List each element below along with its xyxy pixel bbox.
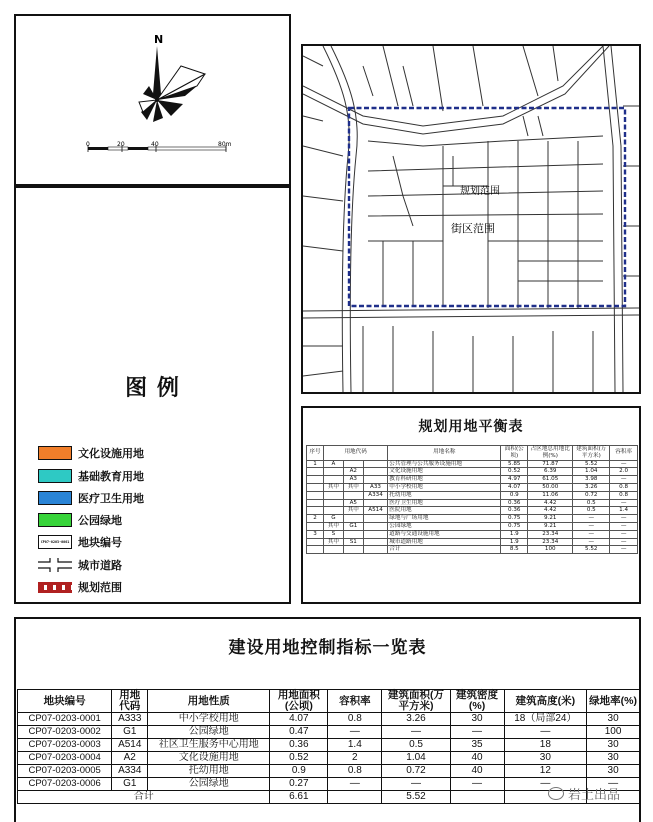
control-cell: G1	[112, 778, 148, 791]
balance-row	[307, 538, 638, 546]
balance-cell-c3	[363, 468, 388, 476]
balance-cell-name: 托幼用地	[388, 491, 501, 499]
legend-label: 地块编号	[78, 536, 122, 549]
control-cell: 2	[328, 752, 382, 765]
balance-cell-far: 2.0	[610, 468, 638, 476]
control-cell: CP07-0203-0001	[18, 713, 112, 726]
control-row	[18, 765, 640, 778]
balance-cell-area: 1.9	[501, 538, 528, 546]
control-cell: A334	[112, 765, 148, 778]
balance-cell-far: —	[610, 499, 638, 507]
control-cell: CP07-0203-0006	[18, 778, 112, 791]
balance-cell-c3: A334	[363, 491, 388, 499]
control-cell: A2	[112, 752, 148, 765]
north-label: N	[154, 33, 164, 46]
balance-cell-name: 医院用地	[388, 507, 501, 515]
control-cell: 40	[450, 765, 504, 778]
scale-tick-20: 20	[117, 141, 125, 148]
control-cell: CP07-0203-0004	[18, 752, 112, 765]
balance-cell-ratio: 11.06	[528, 491, 573, 499]
balance-cell-seq	[307, 522, 324, 530]
control-cell: 30	[504, 752, 587, 765]
ctrl-total-floor: 5.52	[382, 791, 450, 804]
control-cell: —	[382, 778, 450, 791]
legend-item-culture	[38, 444, 144, 462]
balance-cell-floor: —	[573, 515, 610, 523]
balance-cell-floor: 0.72	[573, 491, 610, 499]
balance-cell-c2	[343, 460, 363, 468]
legend-item-parcel-id	[38, 533, 122, 551]
control-cell: 社区卫生服务中心用地	[148, 739, 270, 752]
balance-cell-c3	[363, 530, 388, 538]
control-cell: —	[382, 726, 450, 739]
balance-cell-area: 0.36	[501, 499, 528, 507]
balance-cell-c2: A5	[343, 499, 363, 507]
balance-cell-name: 城市道路用地	[388, 538, 501, 546]
balance-cell-c1	[324, 491, 344, 499]
bal-header-seq: 序号	[307, 446, 324, 461]
legend-item-road	[38, 556, 122, 574]
control-row	[18, 739, 640, 752]
land-balance-panel	[301, 406, 641, 604]
control-cell: 30	[587, 752, 640, 765]
balance-cell-area: 5.85	[501, 460, 528, 468]
balance-cell-seq	[307, 476, 324, 484]
medical-swatch	[38, 491, 72, 505]
legend-item-park	[38, 511, 122, 529]
ctrl-header-density: 建筑密度(%)	[450, 690, 504, 713]
balance-cell-area: 0.36	[501, 507, 528, 515]
balance-cell-floor: 0.5	[573, 499, 610, 507]
balance-cell-floor: 0.5	[573, 507, 610, 515]
balance-cell-c2	[343, 491, 363, 499]
ctrl-header-height: 建筑高度(米)	[504, 690, 587, 713]
legend-label: 基础教育用地	[78, 470, 144, 483]
balance-cell-floor: 5.52	[573, 460, 610, 468]
control-cell: 18（局部24）	[504, 713, 587, 726]
balance-cell-ratio: 9.21	[528, 515, 573, 523]
control-cell: 0.5	[382, 739, 450, 752]
control-cell: A333	[112, 713, 148, 726]
control-panel	[14, 617, 641, 822]
bal-header-ratio: 占区地总用地比例(%)	[528, 446, 573, 461]
balance-cell-floor: 3.26	[573, 483, 610, 491]
control-cell: 30	[450, 713, 504, 726]
balance-cell-ratio: 4.42	[528, 507, 573, 515]
balance-cell-far: —	[610, 476, 638, 484]
balance-cell-far: —	[610, 522, 638, 530]
ctrl-total-label: 合计	[18, 791, 270, 804]
balance-row	[307, 468, 638, 476]
street-range-label: 街区范围	[451, 222, 495, 235]
legend-label: 城市道路	[78, 559, 122, 572]
control-cell: 中小学校用地	[148, 713, 270, 726]
watermark	[548, 784, 620, 803]
balance-cell-ratio: 9.21	[528, 522, 573, 530]
balance-cell-ratio: 23.34	[528, 530, 573, 538]
road-icon	[38, 558, 72, 572]
scale-tick-40: 40	[151, 141, 159, 148]
control-body	[18, 713, 640, 791]
legend-item-education	[38, 467, 144, 485]
balance-cell-c2: A2	[343, 468, 363, 476]
control-row	[18, 726, 640, 739]
balance-cell-ratio: 100	[528, 546, 573, 554]
balance-cell-c3	[363, 515, 388, 523]
balance-cell-ratio: 4.42	[528, 499, 573, 507]
balance-cell-name: 道路与交通设施用地	[388, 530, 501, 538]
balance-cell-c2	[343, 530, 363, 538]
balance-cell-far: —	[610, 538, 638, 546]
balance-cell-name: 合计	[388, 546, 501, 554]
balance-cell-c3: A33	[363, 483, 388, 491]
control-cell: CP07-0203-0002	[18, 726, 112, 739]
balance-cell-name: 公共管理与公共服务设施用地	[388, 460, 501, 468]
balance-cell-far: —	[610, 460, 638, 468]
balance-cell-c2: 其中	[343, 507, 363, 515]
balance-row	[307, 530, 638, 538]
balance-cell-c3	[363, 499, 388, 507]
legend-panel	[14, 186, 291, 604]
balance-cell-name: 绿地与广场用地	[388, 515, 501, 523]
bal-header-far: 容积率	[610, 446, 638, 461]
balance-cell-c1: 其中	[324, 483, 344, 491]
balance-cell-name: 公园绿地	[388, 522, 501, 530]
ctrl-header-code: 用地代码	[112, 690, 148, 713]
balance-cell-seq: 1	[307, 460, 324, 468]
balance-cell-name: 医疗卫生用地	[388, 499, 501, 507]
ctrl-header-green: 绿地率(%)	[587, 690, 640, 713]
legend-item-plan-boundary	[38, 578, 122, 596]
balance-cell-c1	[324, 507, 344, 515]
balance-cell-seq: 2	[307, 515, 324, 523]
ctrl-header-floor: 建筑面积(万平方米)	[382, 690, 450, 713]
control-cell: —	[450, 726, 504, 739]
balance-cell-c2	[343, 546, 363, 554]
control-cell: 18	[504, 739, 587, 752]
balance-row	[307, 507, 638, 515]
balance-cell-floor: 1.04	[573, 468, 610, 476]
control-cell: 35	[450, 739, 504, 752]
balance-cell-c2: 其中	[343, 483, 363, 491]
control-cell: 0.9	[270, 765, 328, 778]
balance-cell-area: 0.9	[501, 491, 528, 499]
balance-cell-c2: A3	[343, 476, 363, 484]
control-cell: 30	[587, 713, 640, 726]
balance-title: 规划用地平衡表	[418, 419, 524, 435]
control-cell: 30	[587, 765, 640, 778]
balance-cell-seq	[307, 499, 324, 507]
balance-cell-c2: G1	[343, 522, 363, 530]
balance-cell-c2	[343, 515, 363, 523]
control-cell: 4.07	[270, 713, 328, 726]
balance-cell-area: 8.5	[501, 546, 528, 554]
balance-cell-c3: A514	[363, 507, 388, 515]
control-cell: —	[328, 778, 382, 791]
balance-cell-floor: —	[573, 530, 610, 538]
control-cell: CP07-0203-0003	[18, 739, 112, 752]
balance-cell-floor: 5.52	[573, 546, 610, 554]
watermark-text: 岩土出品	[568, 788, 621, 803]
control-cell: 0.8	[328, 713, 382, 726]
control-cell: 0.36	[270, 739, 328, 752]
balance-row	[307, 499, 638, 507]
control-cell: 0.72	[382, 765, 450, 778]
ctrl-header-id: 地块编号	[18, 690, 112, 713]
balance-cell-ratio: 23.34	[528, 538, 573, 546]
compass-rose-icon	[16, 16, 289, 184]
balance-cell-far: 0.8	[610, 483, 638, 491]
control-cell: G1	[112, 726, 148, 739]
balance-cell-c1	[324, 499, 344, 507]
balance-cell-c1: 其中	[324, 522, 344, 530]
plan-range-label: 规划范围	[460, 186, 500, 197]
balance-row	[307, 522, 638, 530]
control-cell: 40	[450, 752, 504, 765]
balance-cell-c1	[324, 468, 344, 476]
balance-cell-area: 0.75	[501, 522, 528, 530]
control-cell: —	[504, 726, 587, 739]
balance-cell-far: —	[610, 530, 638, 538]
balance-cell-floor: —	[573, 538, 610, 546]
control-row	[18, 752, 640, 765]
balance-cell-seq	[307, 491, 324, 499]
balance-row	[307, 460, 638, 468]
balance-cell-c1: G	[324, 515, 344, 523]
balance-cell-c1: A	[324, 460, 344, 468]
balance-row	[307, 483, 638, 491]
balance-cell-floor: 3.98	[573, 476, 610, 484]
scale-tick-0: 0	[86, 141, 90, 148]
legend-label: 公园绿地	[78, 514, 122, 527]
balance-cell-seq	[307, 538, 324, 546]
map-drawing	[303, 46, 639, 392]
balance-cell-seq	[307, 468, 324, 476]
street-boundary	[349, 108, 625, 306]
education-swatch	[38, 469, 72, 483]
ctrl-header-nature: 用地性质	[148, 690, 270, 713]
balance-cell-area: 1.9	[501, 530, 528, 538]
balance-cell-c3	[363, 476, 388, 484]
bal-header-area: 面积(公顷)	[501, 446, 528, 461]
control-cell: 公园绿地	[148, 778, 270, 791]
control-cell: 托幼用地	[148, 765, 270, 778]
legend-label: 医疗卫生用地	[78, 492, 144, 505]
scale-tick-80: 80m	[218, 141, 232, 148]
balance-cell-far: 1.4	[610, 507, 638, 515]
control-cell: —	[450, 778, 504, 791]
compass-panel	[14, 14, 291, 186]
control-cell: —	[328, 726, 382, 739]
bal-header-floor: 建筑面积(万平方米)	[573, 446, 610, 461]
balance-cell-ratio: 50.00	[528, 483, 573, 491]
control-cell: —	[504, 778, 587, 791]
balance-cell-area: 0.52	[501, 468, 528, 476]
balance-cell-far: —	[610, 546, 638, 554]
control-cell: 100	[587, 726, 640, 739]
parcel-id-chip: CP07-0203-0001	[38, 535, 72, 549]
balance-cell-ratio: 6.39	[528, 468, 573, 476]
control-row	[18, 778, 640, 791]
control-cell: 30	[587, 739, 640, 752]
balance-row	[307, 476, 638, 484]
balance-cell-name: 中小学校用地	[388, 483, 501, 491]
control-cell: 0.52	[270, 752, 328, 765]
balance-cell-c3	[363, 546, 388, 554]
control-cell: —	[587, 778, 640, 791]
balance-cell-area: 4.97	[501, 476, 528, 484]
balance-row	[307, 491, 638, 499]
control-cell: 公园绿地	[148, 726, 270, 739]
balance-cell-ratio: 61.05	[528, 476, 573, 484]
balance-cell-floor: —	[573, 522, 610, 530]
balance-cell-c1: S	[324, 530, 344, 538]
balance-row	[307, 515, 638, 523]
legend-label: 文化设施用地	[78, 447, 144, 460]
legend-title: 图 例	[125, 376, 180, 401]
control-row	[18, 713, 640, 726]
balance-cell-far: —	[610, 515, 638, 523]
control-cell: 0.47	[270, 726, 328, 739]
land-balance-table	[306, 445, 638, 554]
balance-cell-c1	[324, 476, 344, 484]
ctrl-total-area: 6.61	[270, 791, 328, 804]
control-cell: 12	[504, 765, 587, 778]
ctrl-header-far: 容积率	[328, 690, 382, 713]
control-cell: 文化设施用地	[148, 752, 270, 765]
balance-cell-far: 0.8	[610, 491, 638, 499]
balance-body	[307, 460, 638, 554]
control-cell: 1.4	[328, 739, 382, 752]
balance-cell-c1	[324, 546, 344, 554]
park-swatch	[38, 513, 72, 527]
balance-cell-seq	[307, 483, 324, 491]
control-cell: A514	[112, 739, 148, 752]
balance-cell-area: 4.07	[501, 483, 528, 491]
balance-cell-name: 教育科研用地	[388, 476, 501, 484]
ctrl-total-empty	[450, 791, 504, 804]
balance-cell-c1: 其中	[324, 538, 344, 546]
ctrl-total-row	[18, 791, 640, 804]
culture-swatch	[38, 446, 72, 460]
balance-cell-seq	[307, 546, 324, 554]
balance-cell-c3	[363, 522, 388, 530]
wechat-icon	[548, 787, 564, 800]
control-cell: 0.27	[270, 778, 328, 791]
bal-header-code: 用地代码	[324, 446, 388, 461]
control-index-table	[17, 689, 640, 804]
legend-label: 规划范围	[78, 581, 122, 594]
bal-header-name: 用地名称	[388, 446, 501, 461]
balance-cell-name: 文化设施用地	[388, 468, 501, 476]
balance-cell-seq	[307, 507, 324, 515]
site-map	[301, 44, 641, 394]
control-cell: CP07-0203-0005	[18, 765, 112, 778]
balance-cell-c2: S1	[343, 538, 363, 546]
control-title: 建设用地控制指标一览表	[228, 638, 427, 658]
balance-cell-area: 0.75	[501, 515, 528, 523]
ctrl-header-area: 用地面积(公顷)	[270, 690, 328, 713]
control-cell: 1.04	[382, 752, 450, 765]
balance-row	[307, 546, 638, 554]
balance-cell-ratio: 71.87	[528, 460, 573, 468]
plan-boundary-swatch	[38, 582, 72, 593]
balance-cell-c3	[363, 538, 388, 546]
control-cell: 3.26	[382, 713, 450, 726]
ctrl-total-empty	[328, 791, 382, 804]
control-cell: 0.8	[328, 765, 382, 778]
legend-item-medical	[38, 489, 144, 507]
wind-rose-icon	[139, 46, 205, 122]
balance-cell-c3	[363, 460, 388, 468]
balance-cell-seq: 3	[307, 530, 324, 538]
